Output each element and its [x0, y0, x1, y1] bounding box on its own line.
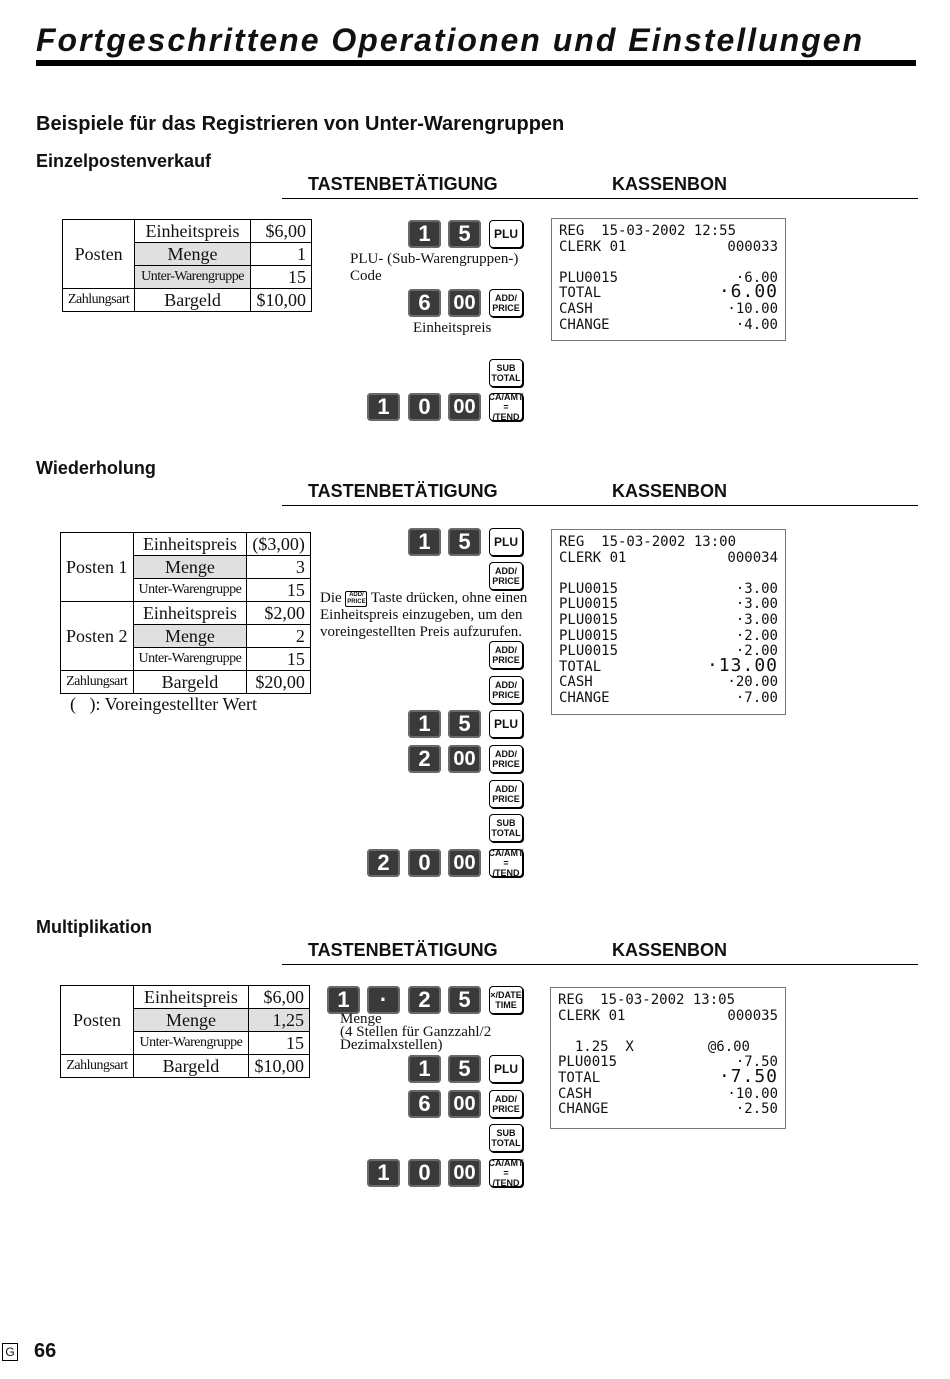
multi-r3-label: Unter-Warengruppe: [134, 1032, 249, 1055]
repeat-spec-table: [60, 532, 311, 694]
receipt-total-amount: ·13.00: [706, 654, 778, 676]
receipt-change-label: CHANGE: [559, 316, 610, 333]
key-0: 0: [408, 849, 441, 877]
repeat-keys-header: TASTENBETÄTIGUNG: [308, 481, 498, 501]
multi-r1-value: $6,00: [248, 986, 309, 1009]
repeat-a3-label: Unter-Warengruppe: [133, 579, 247, 602]
single-r3-label: Unter-Warengruppe: [135, 266, 250, 289]
multi-keys-header: TASTENBETÄTIGUNG: [308, 940, 498, 960]
title-rule: [36, 60, 916, 66]
repeat-b3-label: Unter-Warengruppe: [133, 648, 247, 671]
single-r1-label: Einheitspreis: [135, 220, 250, 243]
receipt-plu-amount: ·3.00: [735, 580, 778, 597]
single-r3-value: 15: [250, 266, 311, 289]
receipt-plu: PLU0015: [559, 596, 619, 613]
multi-header-rule: [282, 964, 918, 965]
receipt-cash-label: CASH: [558, 1085, 592, 1102]
page-title: Fortgeschrittene Operationen und Einstellungen: [36, 22, 865, 58]
multi-receipt: [550, 987, 786, 1129]
single-title: Einzelpostenverkauf: [36, 151, 212, 171]
receipt-plu: PLU0015: [559, 611, 619, 628]
single-receipt-header: KASSENBON: [612, 174, 728, 194]
repeat-pay-label: Bargeld: [133, 671, 247, 694]
receipt-number: 000034: [727, 549, 778, 566]
receipt-plu-amount: ·3.00: [735, 611, 778, 628]
key-00: 00: [448, 849, 481, 877]
single-pay-value: $10,00: [250, 289, 311, 312]
multi-receipt-header: KASSENBON: [612, 940, 728, 960]
single-group: Posten: [63, 220, 135, 289]
repeat-receipt-header: KASSENBON: [612, 481, 728, 501]
repeat-a1-label: Einheitspreis: [133, 533, 247, 556]
repeat-b1-value: $2,00: [247, 602, 311, 625]
receipt-cash-amount: ·10.00: [727, 1085, 778, 1102]
single-r2-label: Menge: [135, 243, 250, 266]
key-decimal: ·: [367, 986, 400, 1014]
repeat-legend: ( ): Voreingestellter Wert: [70, 694, 258, 714]
receipt-reg-line: REG 15-03-2002 13:00: [559, 534, 737, 550]
repeat-a2-label: Menge: [133, 556, 247, 579]
note-unit-price: Einheitspreis: [413, 320, 492, 336]
multi-r2-label: Menge: [134, 1009, 249, 1032]
receipt-plu: PLU0015: [559, 643, 619, 660]
multi-pay-label: Bargeld: [134, 1055, 249, 1078]
receipt-clerk: CLERK 01: [559, 238, 627, 255]
subtotal-key: SUB TOTAL: [489, 359, 523, 387]
ca-amt-tend-key: CA/AMT = /TEND: [488, 392, 524, 422]
multi-title: Multiplikation: [36, 917, 152, 937]
receipt-cash-label: CASH: [559, 300, 593, 317]
key-00: 00: [448, 1159, 481, 1187]
receipt-number: 000033: [727, 238, 778, 255]
section-title: Beispiele für das Registrieren von Unter-Warengruppen: [36, 113, 565, 135]
receipt-total-label: TOTAL: [559, 285, 602, 302]
multi-r2-value: 1,25: [248, 1009, 309, 1032]
key-6: 6: [408, 289, 441, 317]
note-add-price: Die ADD/ PRICE Taste drücken, ohne einen Einheitspreis einzugeben, um den voreingestellten Preis aufzurufen.: [320, 590, 528, 640]
single-r1-value: $6,00: [250, 220, 311, 243]
plu-key: PLU: [489, 710, 523, 738]
receipt-cash-label: CASH: [559, 674, 593, 691]
key-5: 5: [448, 710, 481, 738]
repeat-b3-value: 15: [247, 648, 311, 671]
single-keys-header: TASTENBETÄTIGUNG: [308, 174, 498, 194]
add-price-key: ADD/ PRICE: [489, 745, 523, 773]
receipt-total-label: TOTAL: [559, 658, 602, 675]
receipt-plu-amount: ·2.00: [735, 643, 778, 660]
multi-r3-value: 15: [248, 1032, 309, 1055]
repeat-a2-value: 3: [247, 556, 311, 579]
subtotal-key: SUB TOTAL: [489, 814, 523, 842]
inline-add-price-key-icon: ADD/ PRICE: [347, 591, 366, 605]
repeat-b2-value: 2: [247, 625, 311, 648]
receipt-change-amount: ·7.00: [735, 689, 778, 706]
receipt-reg-line: REG 15-03-2002 13:05: [558, 992, 736, 1008]
multi-spec-table: [60, 985, 310, 1078]
key-1: 1: [408, 710, 441, 738]
key-00: 00: [448, 745, 481, 773]
repeat-a3-value: 15: [247, 579, 311, 602]
key-00: 00: [448, 1090, 481, 1118]
add-price-key: ADD/ PRICE: [489, 780, 523, 808]
add-price-key: ADD/ PRICE: [489, 676, 523, 704]
key-2: 2: [367, 849, 400, 877]
key-00: 00: [448, 289, 481, 317]
receipt-clerk: CLERK 01: [558, 1007, 626, 1024]
receipt-total-amount: ·7.50: [718, 1065, 778, 1087]
receipt-unit-price: @6.00: [707, 1038, 750, 1055]
receipt-cash-amount: ·20.00: [727, 674, 778, 691]
key-1: 1: [408, 528, 441, 556]
repeat-b1-label: Einheitspreis: [133, 602, 247, 625]
add-price-key: ADD/ PRICE: [489, 289, 523, 317]
ca-amt-tend-key: CA/AMT = /TEND: [488, 848, 524, 878]
single-receipt: [551, 218, 786, 341]
receipt-plu: PLU0015: [558, 1054, 618, 1071]
note-plu-code: PLU- (Sub-Warengruppen-) Code: [350, 251, 519, 284]
single-r2-value: 1: [250, 243, 311, 266]
key-6: 6: [408, 1090, 441, 1118]
key-5: 5: [448, 1055, 481, 1083]
receipt-total-label: TOTAL: [558, 1069, 601, 1086]
repeat-pay-value: $20,00: [247, 671, 311, 694]
receipt-change-label: CHANGE: [558, 1101, 609, 1118]
receipt-plu-amount: ·7.50: [735, 1054, 778, 1071]
receipt-total-amount: ·6.00: [718, 281, 778, 303]
receipt-plu: PLU0015: [559, 269, 619, 286]
multi-pay-value: $10,00: [248, 1055, 309, 1078]
plu-key: PLU: [489, 220, 523, 248]
key-5: 5: [448, 986, 481, 1014]
repeat-a1-value: ($3,00): [247, 533, 311, 556]
key-2: 2: [408, 745, 441, 773]
key-1: 1: [327, 986, 360, 1014]
receipt-plu-amount: ·6.00: [735, 269, 778, 286]
key-1: 1: [367, 393, 400, 421]
key-5: 5: [448, 528, 481, 556]
note-quantity: Menge (4 Stellen für Ganzzahl/2 Dezimalxstellen): [340, 1011, 492, 1053]
receipt-change-amount: ·2.50: [735, 1101, 778, 1118]
key-1: 1: [367, 1159, 400, 1187]
multi-r1-label: Einheitspreis: [134, 986, 249, 1009]
plu-key: PLU: [489, 528, 523, 556]
ca-amt-tend-key: CA/AMT = /TEND: [488, 1158, 524, 1188]
repeat-pay-group: Zahlungsart: [61, 671, 134, 694]
key-1: 1: [408, 220, 441, 248]
repeat-b2-label: Menge: [133, 625, 247, 648]
single-spec-table: [62, 219, 312, 312]
receipt-plu-amount: ·2.00: [735, 627, 778, 644]
receipt-clerk: CLERK 01: [559, 549, 627, 566]
add-price-key: ADD/ PRICE: [489, 1090, 523, 1118]
key-0: 0: [408, 1159, 441, 1187]
repeat-group-1: Posten 1: [61, 533, 134, 602]
receipt-change-amount: ·4.00: [735, 316, 778, 333]
receipt-reg-line: REG 15-03-2002 12:55: [559, 223, 737, 239]
repeat-group-2: Posten 2: [61, 602, 134, 671]
receipt-plu-amount: ·3.00: [735, 596, 778, 613]
page-number: 66: [34, 1340, 57, 1362]
receipt-number: 000035: [727, 1007, 778, 1024]
single-pay-group: Zahlungsart: [63, 289, 135, 312]
plu-key: PLU: [489, 1055, 523, 1083]
multiply-date-time-key: ×/DATE TIME: [489, 986, 523, 1014]
receipt-change-label: CHANGE: [559, 689, 610, 706]
repeat-header-rule: [282, 505, 918, 506]
add-price-key: ADD/ PRICE: [489, 641, 523, 669]
single-pay-label: Bargeld: [135, 289, 250, 312]
multi-group: Posten: [61, 986, 134, 1055]
repeat-receipt: [551, 529, 786, 715]
key-2: 2: [408, 986, 441, 1014]
key-0: 0: [408, 393, 441, 421]
add-price-key: ADD/ PRICE: [489, 562, 523, 590]
receipt-qty-line: 1.25 X: [558, 1038, 634, 1055]
receipt-plu: PLU0015: [559, 580, 619, 597]
single-header-rule: [282, 198, 918, 199]
receipt-plu: PLU0015: [559, 627, 619, 644]
key-5: 5: [448, 220, 481, 248]
subtotal-key: SUB TOTAL: [489, 1124, 523, 1152]
multi-pay-group: Zahlungsart: [61, 1055, 134, 1078]
receipt-cash-amount: ·10.00: [727, 300, 778, 317]
key-00: 00: [448, 393, 481, 421]
repeat-title: Wiederholung: [36, 458, 156, 478]
key-1: 1: [408, 1055, 441, 1083]
language-marker: G: [2, 1343, 18, 1361]
